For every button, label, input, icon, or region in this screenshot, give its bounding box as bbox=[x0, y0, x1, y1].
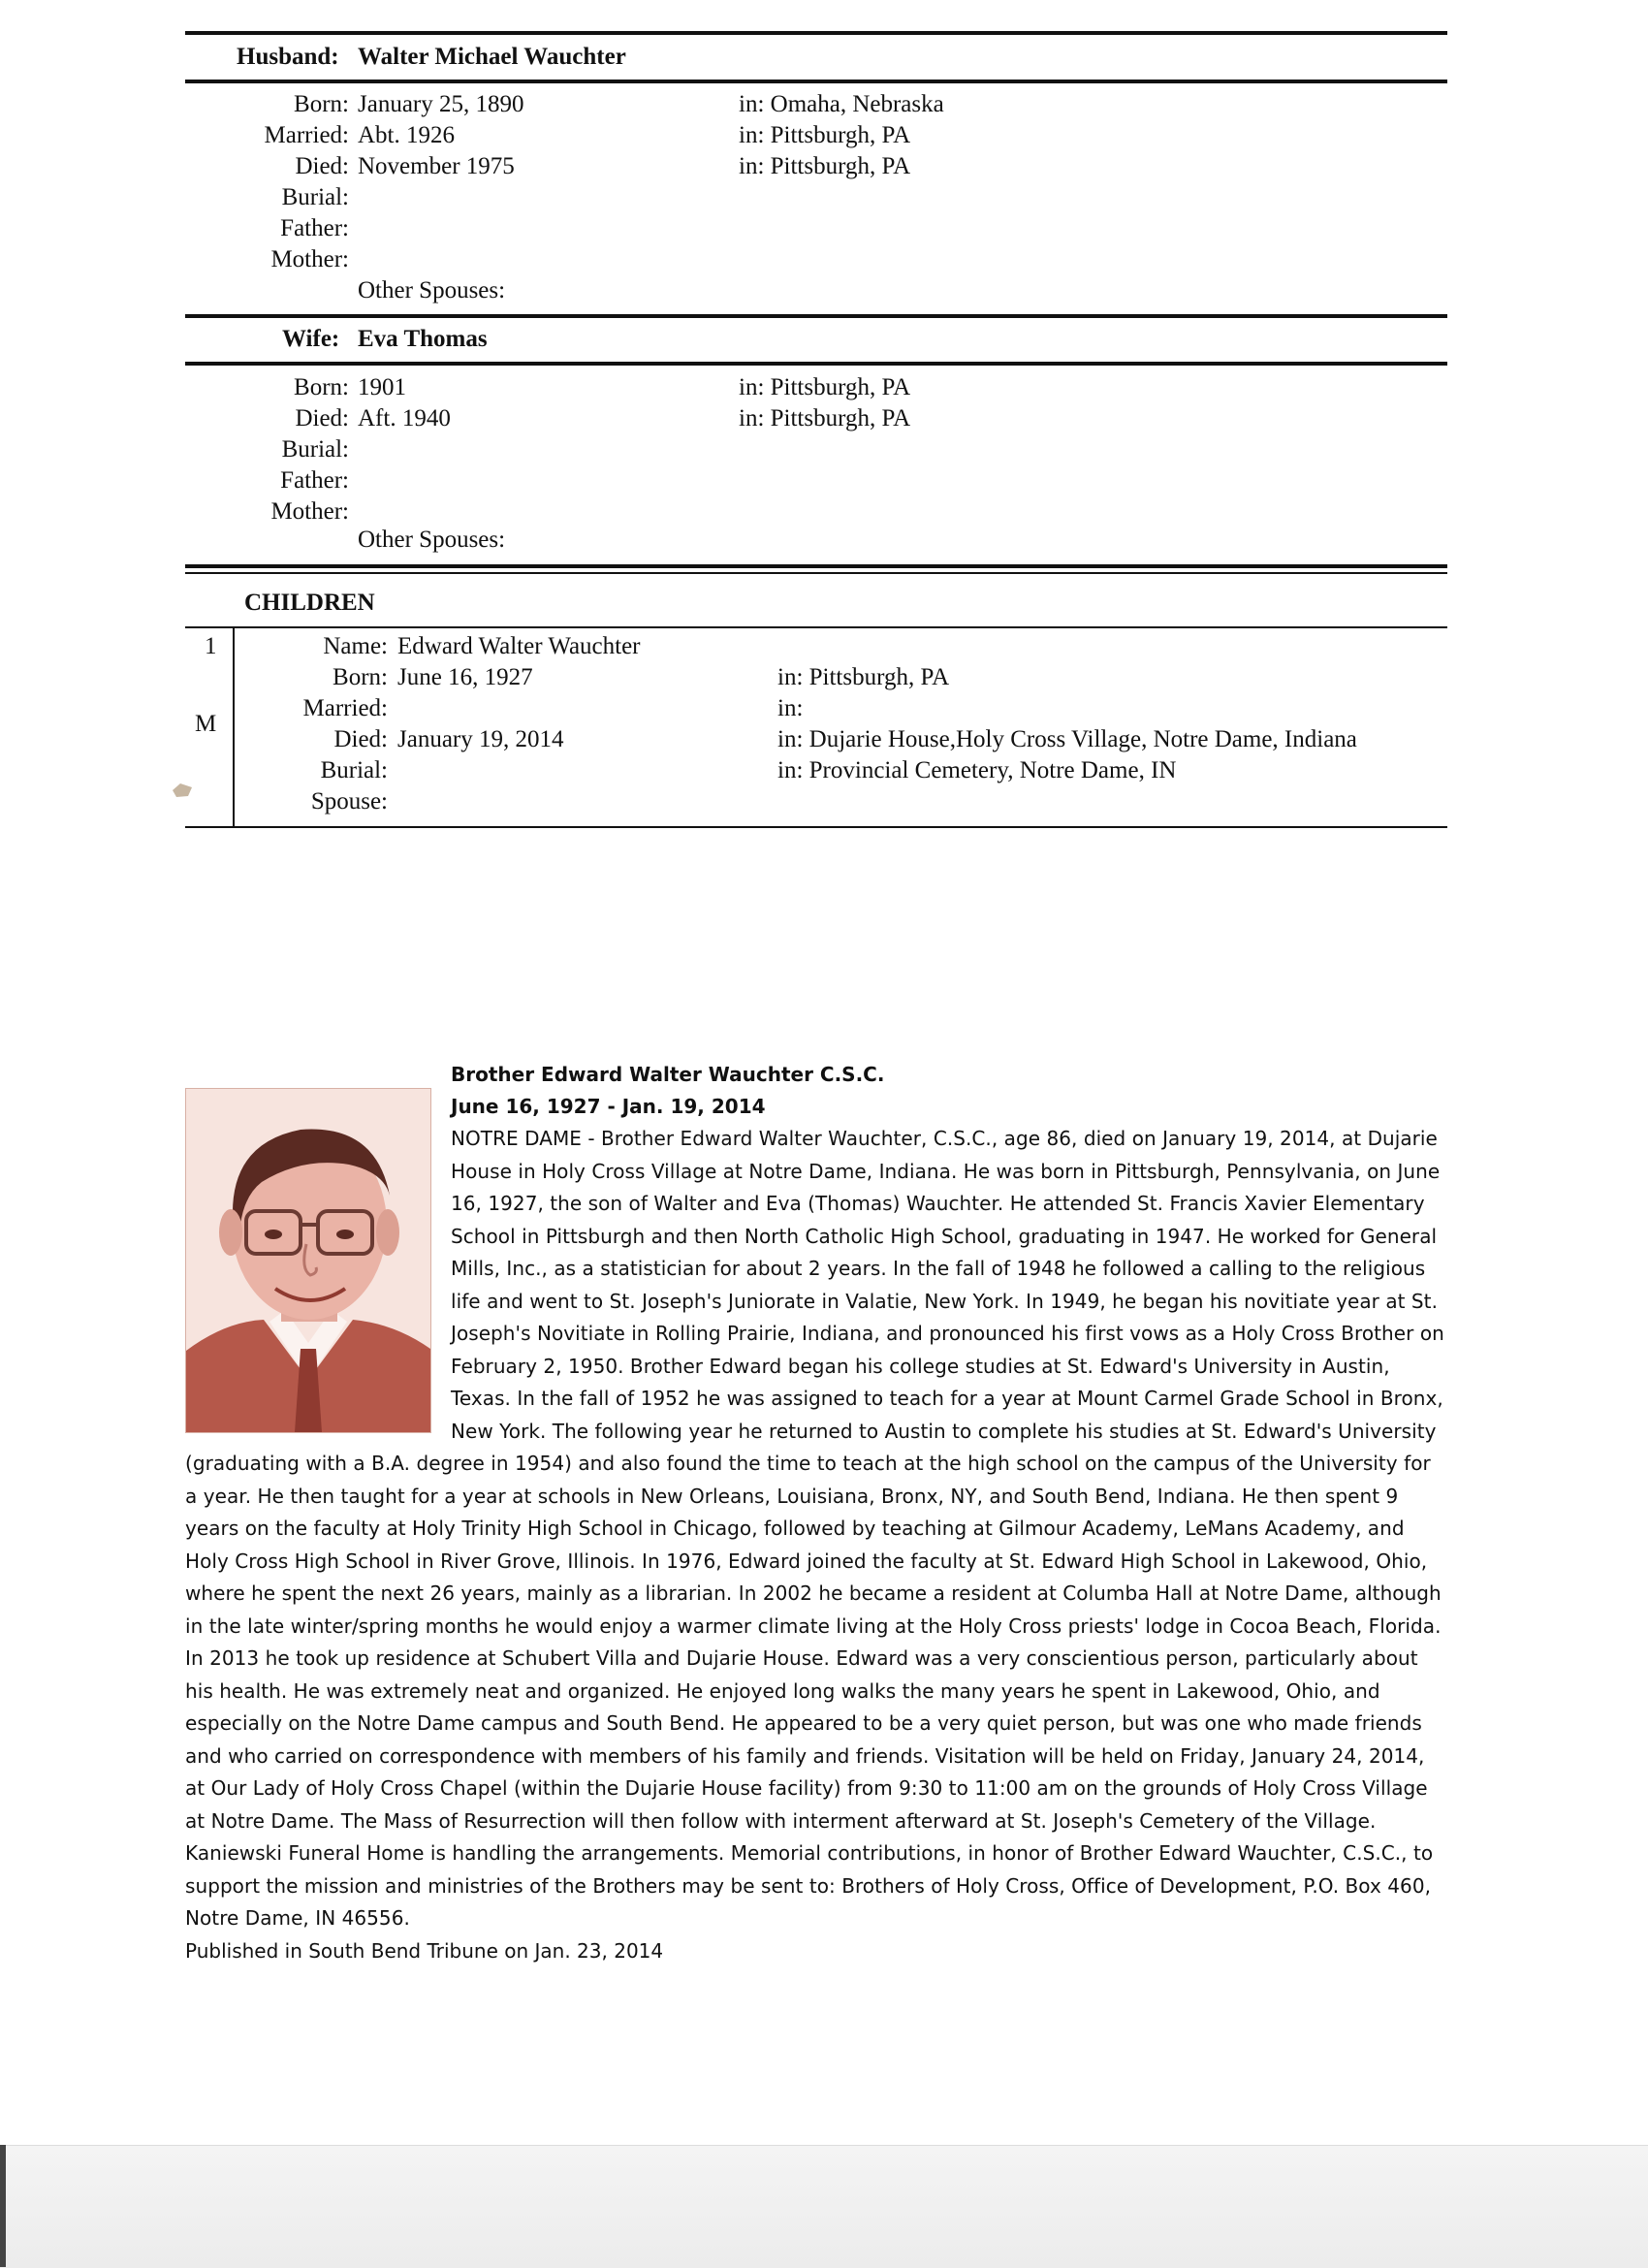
husband-born-label: Born: bbox=[294, 91, 349, 117]
husband-mother-label: Mother: bbox=[270, 246, 349, 272]
husband-born-place: in: Omaha, Nebraska bbox=[739, 91, 944, 117]
obituary-dates: June 16, 1927 - Jan. 19, 2014 bbox=[451, 1095, 766, 1118]
child-died-place: in: Dujarie House,Holy Cross Village, Notre Dame, Indiana bbox=[777, 726, 1357, 752]
child-name: Edward Walter Wauchter bbox=[397, 633, 641, 659]
wife-header-rule bbox=[185, 362, 1447, 366]
obituary-body: NOTRE DAME - Brother Edward Walter Wauchter, C.S.C., age 86, died on January 19, 2014, at Dujarie House in Holy Cross Village at Notre Dame, Indiana. He was born in Pittsburgh, Pennsylvania, on June 16, 1927, the son of Walter and Eva (Thomas) Wauchter. He attended St. Francis Xavier Elementary School in Pittsburgh and then North Catholic High School, graduating in 1947. He worked for General Mills, Inc., as a statistician for about 2 years. In the fall of 1948 he followed a calling to the religious life and went to St. Joseph's Juniorate in Valatie, New York. In 1949, he began his novitiate year at St. Joseph's Novitiate in Rolling Prairie, Indiana, and pronounced his first vows as a Holy Cross Brother on February 2, 1950. Brother Edward began his college studies at St. Edward's University in Austin, Texas. In the fall of 1952 he was assigned to teach for a year at Mount Carmel Grade School in Bronx, New York. The following year he returned to Austin to complete his studies at St. Edward's University (graduating with a B.A. degree in 1954) and also found the time to teach at the high school on the campus of the University for a year. He then taught for a year at schools in New Orleans, Louisiana, Bronx, NY, and South Bend, Indiana. He then spent 9 years on the faculty at Holy Trinity High School in Chicago, followed by teaching at Gilmour Academy, LeMans Academy, and Holy Cross High School in River Grove, Illinois. In 1976, Edward joined the faculty at St. Edward High School in Lakewood, Ohio, where he spent the next 26 years, mainly as a librarian. In 2002 he became a resident at Columba Hall at Notre Dame, although in the late winter/spring months he would enjoy a warmer climate living at the Holy Cross priests' lodge in Cocoa Beach, Florida. In 2013 he took up residence at Schubert Villa and Dujarie House. Edward was a very conscientious person, particularly about his health. He was extremely neat and organized. He enjoyed long walks the many years he spent in Lakewood, Ohio, and especially on the Notre Dame campus and South Bend. He appeared to be a very quiet person, but was one who made friends and who carried on correspondence with members of his family and friends. Visitation will be held on Friday, January 24, 2014, at Our Lady of Holy Cross Chapel (within the Dujarie House facility) from 9:30 to 11:00 am on the grounds of Holy Cross Village at Notre Dame. The Mass of Resurrection will then follow with interment afterward at St. Joseph's Cemetery of the Village. Kaniewski Funeral Home is handling the arrangements. Memorial contributions, in honor of Brother Edward Wauchter, C.S.C., to support the mission and ministries of the Brothers may be sent to: Brothers of Holy Cross, Office of Development, P.O. Box 460, Notre Dame, IN 46556. bbox=[185, 1127, 1444, 1930]
obituary-photo bbox=[185, 1088, 431, 1433]
husband-other-spouses-label: Other Spouses: bbox=[358, 277, 506, 303]
husband-name: Walter Michael Wauchter bbox=[358, 44, 626, 70]
wife-born-label: Born: bbox=[294, 374, 349, 400]
wife-burial-label: Burial: bbox=[281, 436, 349, 463]
obituary-published: Published in South Bend Tribune on Jan. 23, 2014 bbox=[185, 1938, 664, 1963]
children-header-rule bbox=[185, 626, 1447, 628]
child-died-date: January 19, 2014 bbox=[397, 726, 564, 752]
husband-father-label: Father: bbox=[280, 215, 349, 241]
husband-married-label: Married: bbox=[264, 122, 349, 148]
husband-burial-label: Burial: bbox=[281, 184, 349, 210]
wife-father-label: Father: bbox=[280, 467, 349, 494]
husband-header-rule bbox=[185, 80, 1447, 83]
husband-heading-label: Husband: bbox=[237, 44, 339, 70]
wife-mother-label: Mother: bbox=[270, 498, 349, 525]
scan-bottom-edge bbox=[0, 2145, 1648, 2268]
child-spouse-label: Spouse: bbox=[310, 788, 388, 815]
children-bottom-rule bbox=[185, 826, 1447, 828]
child-number: 1 bbox=[205, 633, 217, 659]
child-married-place: in: bbox=[777, 695, 804, 721]
child-born-label: Born: bbox=[333, 664, 388, 690]
scan-left-shadow bbox=[0, 2145, 6, 2267]
wife-died-place: in: Pittsburgh, PA bbox=[739, 405, 911, 431]
husband-top-rule bbox=[185, 31, 1447, 35]
child-burial-label: Burial: bbox=[320, 757, 388, 783]
husband-married-date: Abt. 1926 bbox=[358, 122, 455, 148]
children-top-rule-1 bbox=[185, 564, 1447, 568]
child-born-place: in: Pittsburgh, PA bbox=[777, 664, 950, 690]
wife-died-date: Aft. 1940 bbox=[358, 405, 451, 431]
obituary-title: Brother Edward Walter Wauchter C.S.C. bbox=[451, 1063, 885, 1086]
wife-top-rule bbox=[185, 314, 1447, 318]
children-heading: CHILDREN bbox=[244, 590, 375, 616]
wife-born-place: in: Pittsburgh, PA bbox=[739, 374, 911, 400]
wife-name: Eva Thomas bbox=[358, 326, 488, 352]
portrait-image bbox=[186, 1089, 430, 1432]
wife-heading-label: Wife: bbox=[282, 326, 340, 352]
child-burial-place: in: Provincial Cemetery, Notre Dame, IN bbox=[777, 757, 1177, 783]
child-sex: M bbox=[195, 711, 217, 737]
husband-born-date: January 25, 1890 bbox=[358, 91, 524, 117]
child-married-label: Married: bbox=[302, 695, 388, 721]
paper-speck bbox=[171, 781, 196, 800]
obituary-block bbox=[185, 1059, 1445, 1967]
child-born-date: June 16, 1927 bbox=[397, 664, 533, 690]
wife-born-date: 1901 bbox=[358, 374, 406, 400]
wife-died-label: Died: bbox=[295, 405, 349, 431]
children-top-rule-2 bbox=[185, 572, 1447, 574]
husband-died-label: Died: bbox=[295, 153, 349, 179]
child-name-label: Name: bbox=[323, 633, 388, 659]
husband-married-place: in: Pittsburgh, PA bbox=[739, 122, 911, 148]
husband-died-place: in: Pittsburgh, PA bbox=[739, 153, 911, 179]
wife-other-spouses-label: Other Spouses: bbox=[358, 527, 506, 553]
husband-died-date: November 1975 bbox=[358, 153, 515, 179]
child-died-label: Died: bbox=[333, 726, 388, 752]
